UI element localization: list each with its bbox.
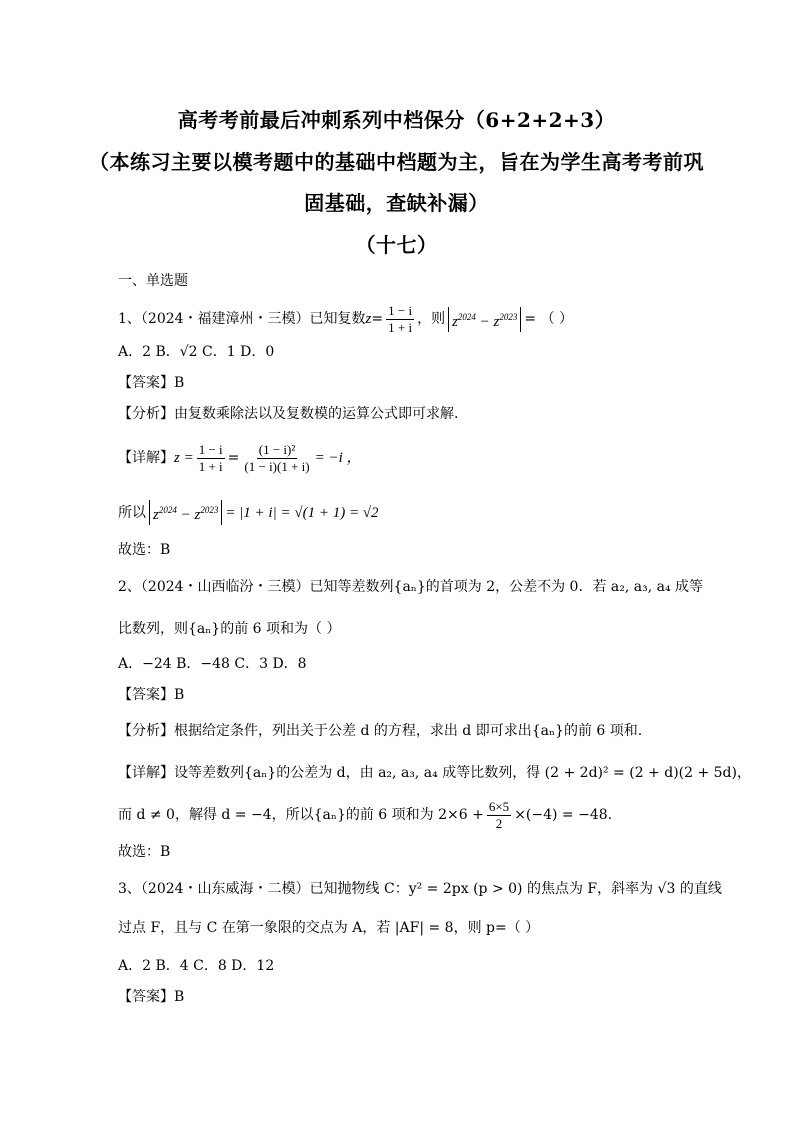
q1-detail-label: 【详解】	[118, 450, 174, 466]
q3-line2: 过点 F，且与 C 在第一象限的交点为 A，若 |AF| = 8，则 p=（ ）	[118, 920, 540, 936]
q1-answer: 【答案】B	[118, 375, 185, 391]
q1-detail-frac1	[197, 442, 225, 475]
q1-z1: z	[452, 313, 458, 330]
q1-frac-num: 1 − i	[388, 302, 413, 318]
q1-detail-frac2	[242, 442, 311, 475]
q3-answer: 【答案】B	[118, 989, 185, 1005]
q1-detail-rhs: = −i ，	[314, 450, 362, 466]
q2-detail2-frac	[487, 799, 511, 832]
q1-so-expr: = |1 + i| = √(1 + 1) = √2	[225, 504, 379, 521]
q1-tail: = （ ）	[524, 311, 574, 327]
q1-detail-f1-den: 1 + i	[198, 458, 223, 474]
question-1	[118, 302, 573, 336]
q1-conclusion	[118, 500, 379, 525]
q1-z: z	[365, 311, 372, 327]
q1-so-exp2: 2023	[200, 505, 219, 515]
q1-so-z1: z	[153, 507, 159, 523]
q3-options: A．2 B．4 C．8 D．12	[118, 958, 275, 974]
q1-frac-den: 1 + i	[388, 319, 413, 335]
q1-so-prefix: 所以	[118, 504, 146, 521]
section-label: 一、单选题	[118, 273, 188, 289]
q1-z2: z	[493, 313, 500, 330]
q1-abs-expr	[448, 307, 521, 332]
page-subtitle-line2: 固基础，查缺补漏）	[304, 191, 489, 215]
q1-so-z2: z	[194, 507, 201, 523]
q2-detail2-den: 2	[495, 815, 503, 831]
q1-detail-f2-num: (1 − i)²	[258, 441, 296, 457]
q1-mid: ，则	[417, 311, 446, 327]
part-number: （十七）	[355, 233, 438, 257]
q2-detail2-a: 而 d ≠ 0，解得 d = −4，所以{aₙ}的前 6 项和为 2×6 +	[118, 807, 484, 823]
q1-options: A．2 B．√2 C．1 D．0	[118, 344, 275, 360]
q1-fraction	[386, 303, 414, 336]
q2-detail2-b: ×(−4) = −48.	[514, 807, 613, 823]
q1-detail-lhs: z =	[174, 450, 194, 466]
q1-analysis: 【分析】由复数乘除法以及复数模的运算公式即可求解.	[118, 406, 459, 422]
q1-minus: −	[475, 313, 494, 330]
q1-eq: =	[371, 311, 384, 327]
q3-line1: 3、（2024・山东威海・二模）已知抛物线 C：y² = 2px (p > 0) 的焦点为 F，斜率为 √3 的直线	[118, 881, 722, 897]
q2-line2: 比数列，则{aₙ}的前 6 项和为（ ）	[118, 621, 341, 637]
q1-exp2: 2023	[499, 311, 518, 322]
page-title: 高考考前最后冲刺系列中档保分（6+2+2+3）	[177, 108, 616, 132]
q2-detail1: 【详解】设等差数列{aₙ}的公差为 d，由 a₂, a₃, a₄ 成等比数列，得 (2 + 2d)² = (2 + d)(2 + 5d)，	[118, 765, 751, 781]
page-subtitle-line1: （本练习主要以模考题中的基础中档题为主，旨在为学生高考考前巩	[89, 150, 704, 174]
q2-analysis: 【分析】根据给定条件，列出关于公差 d 的方程，求出 d 即可求出{aₙ}的前 6 项和.	[118, 723, 643, 739]
q1-so-abs	[149, 500, 222, 525]
q2-answer: 【答案】B	[118, 687, 185, 703]
q2-detail2-num: 6×5	[488, 798, 510, 814]
q1-so-minus: −	[176, 507, 195, 523]
q1-exp1: 2024	[457, 311, 476, 322]
q1-detail: 【详解】 z = $\frac{1 - i}{1 + i}$ = $\frac{\text{(1 − i)²}}{(1 - i)(1 + i)}$ = −i ，	[118, 441, 362, 474]
q1-detail-f2-den: (1 − i)(1 + i)	[244, 458, 310, 474]
q2-choice: 故选：B	[118, 844, 171, 860]
q2-detail2	[118, 795, 612, 835]
q1-prefix: 1、（2024・福建漳州・三模）已知复数	[118, 311, 366, 327]
q1-choice: 故选：B	[118, 542, 171, 558]
q1-so-exp1: 2024	[158, 505, 177, 515]
q1-detail-f1-num: 1 − i	[198, 441, 223, 457]
q2-line1: 2、（2024・山西临汾・三模）已知等差数列{aₙ}的首项为 2，公差不为 0．若 a₂, a₃, a₄ 成等	[118, 579, 704, 595]
q2-options: A．−24 B．−48 C．3 D．8	[118, 656, 307, 672]
